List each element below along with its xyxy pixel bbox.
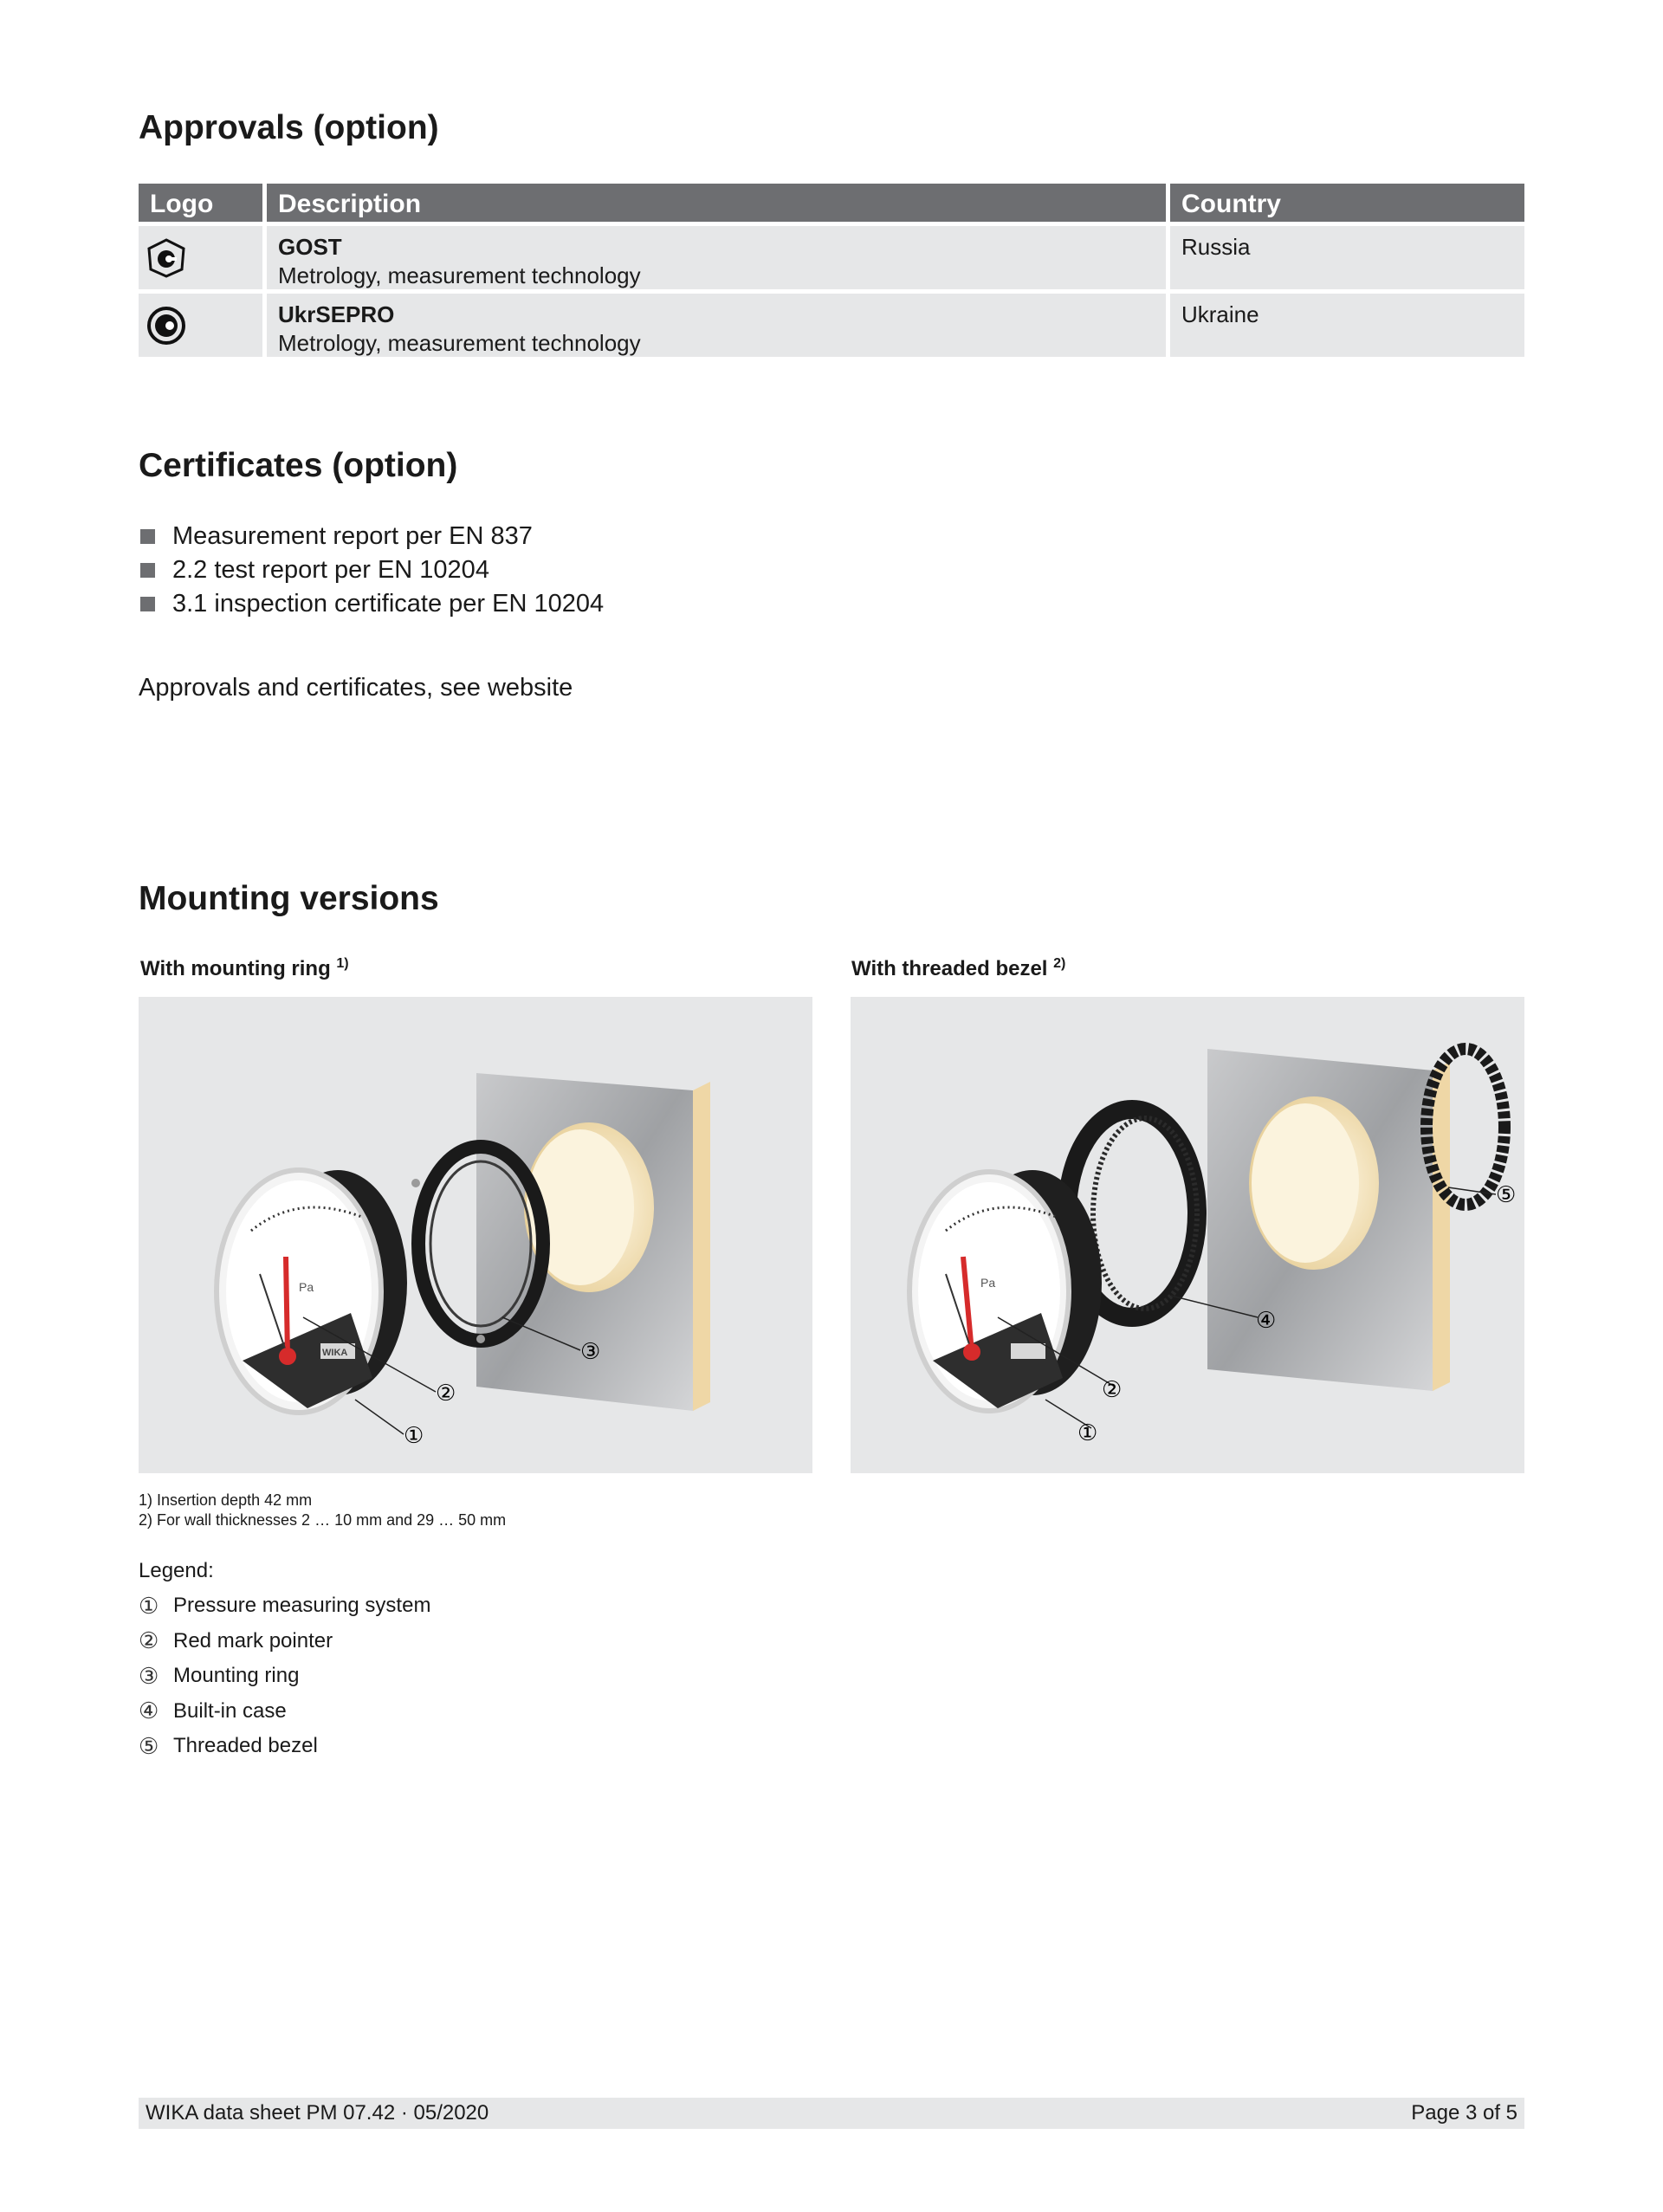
mounting-ring-caption: With mounting ring $^{1)}$ (140, 956, 349, 980)
legend (139, 1559, 430, 1764)
callout-2: ② (1102, 1377, 1123, 1403)
legend-item: ④ Built-in case (139, 1698, 287, 1724)
certificates-title: Certificates (option) (139, 447, 458, 484)
page-footer (139, 2098, 1524, 2129)
legend-item: ① Pressure measuring system (139, 1592, 431, 1619)
description-header: Description (267, 184, 1166, 222)
approvals-title: Approvals (option) (139, 109, 439, 146)
footnote-1: 1) Insertion depth 42 mm (139, 1491, 313, 1509)
threaded-bezel-figure (851, 997, 1524, 1473)
callout-1: ① (1077, 1420, 1098, 1446)
gauge-unit-label: Pa (980, 1276, 996, 1290)
callout-4: ④ (1256, 1308, 1277, 1334)
country-header: Country (1170, 184, 1524, 222)
legend-title: Legend: (139, 1559, 214, 1582)
table-row (139, 294, 1524, 361)
gauge-brand-label: WIKA (322, 1348, 348, 1358)
callout-5: ⑤ (1496, 1182, 1517, 1208)
approvals-table (139, 184, 1524, 361)
threaded-bezel-caption: With threaded bezel $^{2)}$ (851, 956, 1066, 980)
table-header-row (139, 184, 1524, 226)
callout-1: ① (404, 1423, 424, 1449)
gost-logo-icon (146, 237, 187, 279)
description-cell (267, 294, 1166, 357)
callout-2: ② (436, 1381, 456, 1407)
list-item: 2.2 test report per EN 10204 (139, 553, 604, 587)
legend-item: ⑤ Threaded bezel (139, 1732, 318, 1759)
mounting-title: Mounting versions (139, 880, 439, 917)
approval-name: GOST (278, 234, 342, 260)
certificates-list (139, 520, 604, 621)
legend-item: ② Red mark pointer (139, 1627, 333, 1654)
legend-item: ③ Mounting ring (139, 1662, 300, 1689)
logo-cell (139, 294, 262, 357)
certificates-note: Approvals and certificates, see website (139, 674, 573, 702)
footer-page-number: Page 3 of 5 (1411, 2101, 1517, 2125)
approval-desc: Metrology, measurement technology (278, 262, 641, 288)
logo-cell (139, 226, 262, 289)
logo-header: Logo (139, 184, 262, 222)
approval-name: UkrSEPRO (278, 301, 395, 327)
threaded-bezel-illustration (851, 997, 1524, 1473)
mounting-ring-figure (139, 997, 812, 1473)
list-item: 3.1 inspection certificate per EN 10204 (139, 587, 604, 621)
mounting-ring-illustration (139, 997, 812, 1473)
description-cell (267, 226, 1166, 289)
approval-desc: Metrology, measurement technology (278, 330, 641, 356)
bullet-square-icon (140, 597, 155, 611)
country-cell: Ukraine (1170, 294, 1524, 357)
ukrsepro-logo-icon (146, 305, 187, 346)
footer-doc-id: WIKA data sheet PM 07.42 · 05/2020 (146, 2101, 489, 2125)
callout-3: ③ (580, 1339, 601, 1365)
country-cell: Russia (1170, 226, 1524, 289)
list-item: Measurement report per EN 837 (139, 520, 604, 553)
bullet-square-icon (140, 563, 155, 578)
table-row (139, 226, 1524, 294)
footnote-2: 2) For wall thicknesses 2 … 10 mm and 29 … 50 mm (139, 1511, 507, 1529)
bullet-square-icon (140, 529, 155, 544)
gauge-unit-label: Pa (299, 1280, 314, 1294)
